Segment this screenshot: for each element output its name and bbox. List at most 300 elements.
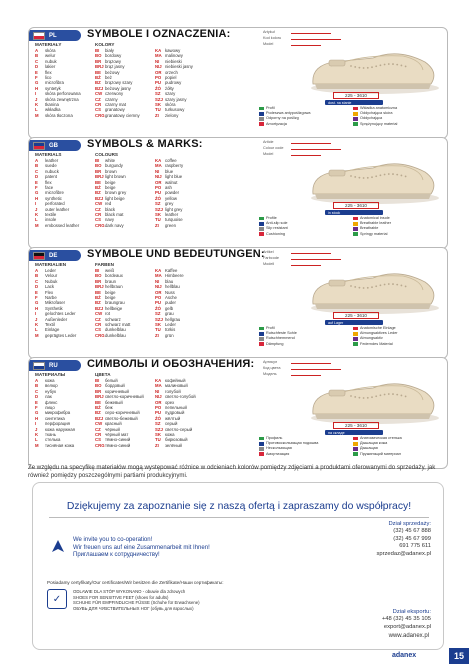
meaning: орех: [165, 399, 175, 405]
cert-line: SCHUHE FÜR EMPFINDLICHE FÜSSE (Schuhe für Erwachsene): [73, 600, 200, 606]
meaning: turkusowy: [165, 107, 185, 113]
meaning: Textil: [45, 322, 55, 328]
feature-label: Profile: [266, 216, 277, 220]
code: BRJ: [95, 174, 104, 180]
meaning: hellbraun: [105, 284, 123, 290]
meaning: turquoise: [165, 217, 183, 223]
meaning: orzech: [165, 69, 178, 75]
meaning: powder: [165, 190, 180, 196]
flag-icon: [33, 252, 45, 260]
colors-column: [95, 42, 149, 118]
code: E: [35, 289, 38, 295]
code: I: [35, 201, 37, 207]
meaning: pudrowy: [165, 80, 182, 86]
feature-swatch-icon: [259, 217, 264, 221]
feature-label: Профиль: [266, 436, 283, 440]
feature-swatch-icon: [259, 342, 264, 346]
materials-heading: MATERIALS: [35, 152, 62, 157]
export-heading: Dział eksportu:: [392, 609, 431, 615]
feature-swatch-icon: [259, 332, 264, 336]
feature-label: Springy material: [360, 231, 388, 236]
colors-heading: FARBEN: [95, 262, 114, 267]
feature-label: Нескользящая: [266, 446, 292, 451]
code: ŻÓ: [155, 415, 161, 421]
code: PU: [155, 300, 161, 306]
invitation-lines: [73, 537, 210, 560]
color-disclaimer: Ze względu na specyfikę materiałów mogą występować różnice w odcieniach kolorów pomiędzy zdjęciami a produktami oferowanymi do sprzedaży, jak również pomiędzy poszczególnymi partiami produkcyjnymi.: [28, 464, 436, 479]
feature-label: Oddychająca skóra: [360, 111, 393, 116]
meaning: light beige: [105, 195, 125, 201]
meaning: niebieski jasny: [165, 64, 193, 70]
meaning: brązowy szary: [105, 80, 133, 86]
callout-article: Artykuł: [263, 30, 275, 34]
feature-label: Odporny na poślizg: [266, 116, 299, 121]
code: ŻÓ: [155, 305, 161, 311]
feature-label: Дышащая: [360, 446, 378, 451]
code: F: [35, 405, 38, 411]
code: E: [35, 179, 38, 185]
code-columns: [35, 262, 209, 338]
feature-swatch-icon: [353, 452, 358, 456]
meaning: light grey: [165, 206, 183, 212]
code: NIJ: [155, 64, 162, 70]
feature-legend-item: [353, 122, 441, 127]
code: M: [35, 442, 39, 448]
feature-label: Oddychająca: [360, 116, 383, 121]
code: CRG: [95, 442, 105, 448]
code: OR: [155, 179, 162, 185]
panel-title: SYMBOLE UND BEDEUTUNGEN:: [87, 248, 265, 260]
meaning: navy: [105, 217, 115, 223]
code: CZ: [95, 316, 101, 322]
feature-legend-item: [259, 452, 347, 457]
code: BO: [95, 273, 102, 279]
legend-row: [155, 113, 209, 118]
code: CW: [95, 421, 103, 427]
code: CS: [95, 437, 101, 443]
meaning: бежевый: [105, 399, 123, 405]
meaning: black mat: [105, 212, 124, 218]
certificates-heading: Posiadamy certyfikaty/Our certificates/Wir besitzen die Zertifikate/Наши сертификаты:: [47, 580, 224, 585]
code: TU: [155, 327, 161, 333]
meaning: dunkelblau: [105, 332, 126, 338]
symbols-panel-pl: [28, 27, 448, 139]
code: BR: [95, 58, 102, 64]
code: G: [35, 410, 39, 416]
meaning: perforated: [45, 201, 65, 207]
language-tag: [29, 360, 81, 371]
feature-swatch-icon: [353, 122, 358, 126]
meaning: малиновый: [165, 383, 188, 389]
code: ZI: [155, 332, 159, 338]
code: L: [35, 107, 38, 113]
meaning: стелька: [45, 437, 61, 443]
code: I: [35, 311, 37, 317]
colors-column-2: [155, 262, 209, 338]
sales-phone-1[interactable]: (32) 45 67 888: [393, 528, 431, 535]
meaning: szary jasny: [165, 96, 187, 102]
cert-line: ODLAWIE DLA STÓP WYKONANO - obuwie dla zdrowych: [73, 589, 186, 594]
meaning: skóra: [165, 102, 176, 108]
meaning: пудровый: [165, 410, 185, 416]
feature-label: Пружинящий материал: [360, 451, 401, 456]
meaning: лак: [45, 394, 52, 400]
code: MA: [155, 53, 162, 59]
code: SK: [155, 432, 161, 438]
code: OR: [155, 289, 162, 295]
feature-swatch-icon: [353, 107, 358, 111]
meaning: white: [105, 158, 116, 163]
feature-label: Anti-slip sole: [266, 221, 288, 226]
meaning: беж: [105, 405, 113, 411]
code: BRJ: [95, 394, 104, 400]
colors-column-2: [155, 152, 209, 228]
meaning: Synthetik: [45, 305, 63, 311]
feature-legend-item: [353, 342, 441, 347]
export-department: [382, 609, 431, 631]
code: H: [35, 195, 39, 201]
code: SK: [155, 322, 161, 328]
meaning: Leder: [45, 268, 56, 273]
code: SZ: [155, 421, 161, 427]
meaning: bordowy: [105, 53, 122, 59]
code: MA: [155, 163, 162, 169]
code: CS: [95, 217, 101, 223]
feature-swatch-icon: [353, 227, 358, 231]
cert-line: SHOES FOR SENSITIVE FEET (shoes for adults): [73, 594, 169, 600]
export-email[interactable]: export@adanex.pl: [383, 623, 431, 630]
materials-column: [35, 262, 89, 338]
code: SZJ: [155, 426, 163, 432]
code: BRJ: [95, 64, 104, 70]
code: PU: [155, 80, 161, 86]
code: NIJ: [155, 284, 162, 290]
meaning: wkładka: [45, 107, 61, 113]
feature-swatch-icon: [259, 452, 264, 456]
meaning: schwarz: [105, 316, 121, 322]
meaning: ткань: [45, 432, 56, 438]
code: TU: [155, 107, 161, 113]
code: BO: [95, 383, 102, 389]
code: CW: [95, 201, 103, 207]
feature-label: Podeszwa antypoślizgowa: [266, 111, 311, 116]
certificates: [47, 589, 200, 611]
meaning: кожа наружная: [45, 426, 75, 432]
feature-swatch-icon: [353, 437, 358, 441]
callout-color-code: Kod koloru: [263, 36, 282, 40]
colors-column: [95, 262, 149, 338]
meaning: light blue: [165, 174, 183, 180]
meaning: leather: [165, 212, 179, 218]
clog-shoe-image: [303, 366, 443, 428]
meaning: белый: [105, 378, 118, 383]
meaning: flex: [45, 179, 52, 185]
feature-label: Sprężynujący materiał: [360, 121, 398, 126]
feature-label: Rutschfeste Sohle: [266, 331, 297, 336]
meaning: Nubuk: [45, 278, 58, 284]
meaning: тёмно-синий: [105, 442, 131, 448]
meaning: braun: [105, 278, 116, 284]
meaning: beige: [105, 179, 116, 185]
code: OR: [155, 69, 162, 75]
invite-ru: Приглашаем к сотрудничеству!: [73, 552, 160, 559]
code: PU: [155, 410, 161, 416]
meaning: бирюзовый: [165, 437, 188, 443]
stock-badge: auf Lager: [325, 320, 383, 325]
colors-heading: COLOURS: [95, 152, 118, 157]
code: PO: [155, 405, 162, 411]
code: CRG: [95, 112, 105, 118]
meaning: лицо: [45, 405, 55, 411]
code: BR: [95, 388, 102, 394]
code: BI: [95, 378, 100, 383]
callout-color-code: Farbcode: [263, 256, 280, 260]
meaning: микрофибра: [45, 410, 71, 416]
feature-legend-item: [353, 232, 441, 237]
code: H: [35, 305, 39, 311]
code: BE: [95, 179, 101, 185]
meaning: embossed leather: [45, 222, 80, 228]
legend-row: [35, 223, 89, 228]
code: NI: [155, 58, 160, 64]
code: BE: [95, 289, 101, 295]
code: SZJ: [155, 96, 163, 102]
code: C: [35, 168, 39, 174]
meaning: light brown: [105, 174, 126, 180]
page-number: 15: [449, 648, 469, 664]
meaning: hellbeige: [105, 305, 123, 311]
code: TU: [155, 437, 161, 443]
meaning: biały: [105, 48, 114, 53]
code: BR: [95, 278, 102, 284]
meaning: флекс: [45, 399, 58, 405]
sales-email[interactable]: sprzedaz@adanex.pl: [376, 550, 431, 557]
code: B: [35, 53, 39, 59]
callout-article: Article: [263, 140, 274, 144]
meaning: nubuk: [45, 58, 57, 64]
thanks-heading: Dziękujemy za zapoznanie się z naszą ofertą i zapraszamy do współpracy!: [66, 501, 412, 512]
meaning: тиснёная кожа: [45, 442, 75, 448]
export-phone[interactable]: +48 (32) 45 35 105: [381, 616, 431, 623]
code: BŻ: [95, 295, 101, 301]
meaning: nubuck: [45, 168, 59, 174]
code: B: [35, 163, 39, 169]
feature-label: Противоскользящая подошва: [266, 441, 319, 446]
code: BE: [95, 69, 101, 75]
code: SZJ: [155, 316, 163, 322]
feature-swatch-icon: [259, 337, 264, 341]
flag-icon: [33, 142, 45, 150]
meaning: yellow: [165, 195, 177, 201]
code: MA: [155, 383, 162, 389]
code: CS: [95, 107, 101, 113]
feature-swatch-icon: [259, 227, 264, 231]
meaning: microfibre: [45, 190, 64, 196]
feature-legend: [259, 436, 441, 457]
code: BR: [95, 168, 102, 174]
code: SZ: [155, 311, 161, 317]
size-range-label: 225 - 3610: [333, 312, 379, 319]
code: M: [35, 332, 39, 338]
meaning: кожа: [45, 378, 55, 383]
meaning: rot: [105, 311, 111, 317]
meaning: face: [45, 185, 54, 191]
sales-phone-3[interactable]: 691 775 611: [399, 543, 431, 550]
legend-row: [95, 333, 149, 338]
code: C: [35, 388, 39, 394]
symbols-panel-de: [28, 247, 448, 359]
code: K: [35, 102, 39, 108]
sales-phone-2[interactable]: (32) 45 67 999: [393, 535, 431, 542]
legend-row: [35, 333, 89, 338]
code: F: [35, 75, 38, 81]
meaning: coffee: [165, 158, 177, 163]
callout-model: Model: [263, 42, 274, 46]
sales-department: [376, 521, 431, 558]
code: KA: [155, 268, 162, 273]
code-columns: [35, 42, 209, 118]
website-link[interactable]: www.adanex.pl: [388, 633, 429, 639]
meaning: зелёный: [165, 442, 182, 448]
code: K: [35, 212, 39, 218]
handshake-logo-icon: [51, 539, 65, 555]
code: CR: [95, 212, 102, 218]
feature-label: Atmungsaktives Leder: [360, 331, 398, 336]
code: ZI: [155, 222, 159, 228]
code: BŻ: [95, 185, 101, 191]
code: BI: [95, 158, 100, 163]
feature-swatch-icon: [259, 232, 264, 236]
flag-icon: [33, 32, 45, 40]
meaning: kawowy: [165, 48, 181, 53]
meaning: granatowy: [105, 107, 125, 113]
meaning: skóra perforowana: [45, 91, 81, 97]
code: CRG: [95, 222, 105, 228]
code: A: [35, 158, 39, 163]
feature-swatch-icon: [259, 107, 264, 111]
meaning: bordeaux: [105, 273, 123, 279]
code: PO: [155, 75, 162, 81]
legend-row: [155, 333, 209, 338]
code: SK: [155, 212, 161, 218]
meaning: schwarz matt: [105, 322, 131, 328]
feature-legend-item: [353, 452, 441, 457]
meaning: gelochtes Leder: [45, 311, 76, 317]
colors-heading: KOLORY: [95, 42, 115, 47]
stock-badge: in stock: [325, 210, 383, 215]
colors-heading: ЦВЕТА: [95, 372, 111, 377]
meaning: жёлтый: [165, 415, 181, 421]
feature-swatch-icon: [353, 222, 358, 226]
meaning: бордовый: [105, 383, 125, 389]
meaning: granatowy ciemny: [105, 112, 140, 118]
invite-de: Wir freuen uns auf eine Zusammenarbeit mit Ihnen!: [73, 544, 210, 551]
code: KA: [155, 378, 162, 383]
meaning: syntetyk: [45, 85, 61, 91]
meaning: Leder: [165, 322, 176, 328]
clog-shoe-image: [303, 36, 443, 98]
code: ŻÓ: [155, 85, 161, 91]
meaning: ash: [165, 185, 172, 191]
meaning: blau: [165, 278, 174, 284]
meaning: коричневый: [105, 388, 129, 394]
brand-logo: adanex: [392, 652, 417, 659]
code: BE: [95, 399, 101, 405]
panel-title: SYMBOLE I OZNACZENIA:: [87, 28, 231, 40]
symbols-panel-gb: [28, 137, 448, 249]
meaning: black: [105, 206, 116, 212]
code: CW: [95, 311, 103, 317]
language-code: RU: [49, 362, 58, 369]
language-tag: [29, 250, 81, 261]
meaning: burgundy: [105, 163, 123, 169]
meaning: Einlage: [45, 327, 60, 333]
callout-color-code: Код цвета: [263, 366, 281, 370]
feature-swatch-icon: [353, 112, 358, 116]
meaning: beżowy: [105, 69, 120, 75]
meaning: beż: [105, 75, 112, 81]
meaning: чёрный: [105, 426, 120, 432]
code: E: [35, 69, 38, 75]
code: BZJ: [95, 305, 104, 311]
code: CRG: [95, 332, 105, 338]
code: G: [35, 300, 39, 306]
meaning: серо-коричневый: [105, 410, 140, 416]
callout-model: Modell: [263, 262, 275, 266]
feature-swatch-icon: [353, 442, 358, 446]
meaning: кофейный: [165, 378, 186, 383]
meaning: suede: [45, 163, 57, 169]
code: A: [35, 48, 39, 53]
callout-article: Artikel: [263, 250, 274, 254]
code-columns: [35, 372, 209, 448]
symbols-panel-ru: [28, 357, 448, 469]
code: SZ: [155, 91, 161, 97]
code: J: [35, 426, 38, 432]
feature-swatch-icon: [353, 217, 358, 221]
legend-row: [155, 223, 209, 228]
code: C: [35, 58, 39, 64]
feature-swatch-icon: [259, 222, 264, 226]
meaning: insole: [45, 217, 57, 223]
code: J: [35, 206, 38, 212]
feature-label: Amortyzacja: [266, 121, 287, 126]
meaning: beige: [105, 289, 116, 295]
callout-arrow: [291, 33, 331, 34]
meaning: weiß: [105, 268, 115, 273]
meaning: brown: [105, 168, 117, 174]
feature-swatch-icon: [259, 122, 264, 126]
code: ZI: [155, 112, 159, 118]
meaning: Kaffee: [165, 268, 178, 273]
meaning: кожа: [165, 432, 175, 438]
meaning: тёмно-синий: [105, 437, 131, 443]
code: OR: [155, 399, 162, 405]
meaning: светло-серый: [165, 426, 193, 432]
callout-color-code: Colour code: [263, 146, 284, 150]
meaning: zielony: [165, 112, 179, 118]
code: SK: [155, 102, 161, 108]
feature-label: Cushioning: [266, 231, 285, 236]
meaning: велюр: [45, 383, 58, 389]
meaning: popiel: [165, 75, 177, 81]
feature-label: Амортизация: [266, 451, 290, 456]
meaning: brown grey: [105, 190, 127, 196]
meaning: синтетика: [45, 415, 65, 421]
callout-model: Модель: [263, 372, 277, 376]
panel-title: СИМВОЛЫ И ОБОЗНАЧЕНИЯ:: [87, 358, 255, 370]
callout-model: Model: [263, 152, 274, 156]
